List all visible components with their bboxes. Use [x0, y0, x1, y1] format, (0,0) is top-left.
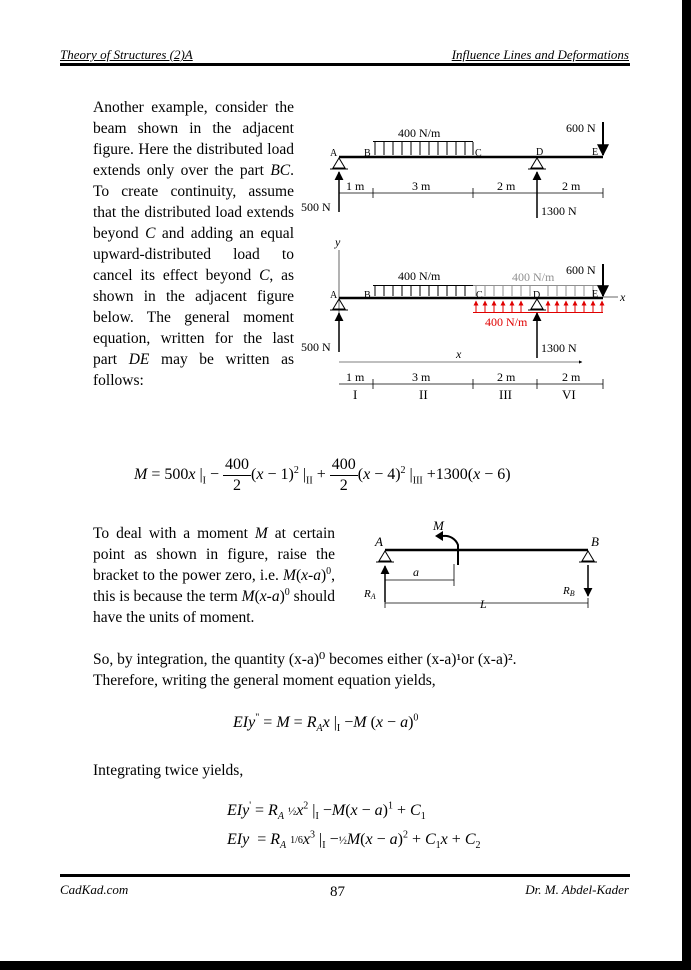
reaction-a-label: 500 N — [301, 340, 331, 354]
region-label: VI — [562, 387, 576, 402]
node-label: B — [364, 290, 371, 301]
region-label: II — [419, 387, 428, 402]
paragraph-integrating: Integrating twice yields, — [93, 762, 244, 779]
span-label: 2 m — [497, 370, 516, 384]
node-label: D — [533, 290, 541, 301]
moment-equation-de: M = 500x $|_I$ − $\frac{400}{2}$ $(x - 1)^2$ $|_{II}$ + $\frac{400}{2}$ $(x - 4)^2$ $|_{III} +1300(x - 6)$ — [134, 456, 511, 494]
beam-figure-1 — [300, 118, 620, 220]
x-axis-label: x — [620, 290, 626, 304]
reaction-d-label: 1300 N — [541, 204, 577, 218]
equation-deflection: EIy = $R_A$ $1/6x^3$ $|_I$ −½M(x − $a)^2 + C_1x + C_2$ — [227, 829, 481, 852]
paragraph-moment: To deal with a moment M at certain point as shown in figure, raise the bracket to the power zero, i.e. $M(x-a)^0$, this is because the term $M(x-a)^0$ should have the units of moment. — [93, 525, 335, 626]
node-label: D — [536, 147, 544, 158]
paragraph-general-moment: Therefore, writing the general moment equation yields, — [93, 672, 436, 689]
node-label: A — [330, 148, 338, 159]
upward-load-label: 400 N/m — [485, 315, 528, 329]
page-number: 87 — [330, 884, 345, 900]
header-rule — [60, 63, 630, 66]
node-label: E — [592, 147, 599, 158]
reaction-d-label: 1300 N — [541, 341, 577, 355]
footer-left: CadKad.com — [60, 882, 129, 897]
node-label: B — [364, 148, 371, 159]
point-load-label: 600 N — [566, 121, 596, 135]
paragraph-integration: So, by integration, the quantity (x-a)⁰ becomes either (x-a)¹or (x-a)². — [93, 651, 517, 668]
point-load-label: 600 N — [566, 263, 596, 277]
node-label: A — [330, 290, 338, 301]
span-label: 1 m — [346, 179, 365, 193]
y-axis-label: y — [335, 235, 341, 249]
udl-label: 400 N/m — [398, 126, 441, 140]
span-label: 3 m — [412, 179, 431, 193]
reaction-a-label: 500 N — [301, 200, 331, 214]
udl-label: 400 N/m — [398, 269, 441, 283]
span-label: 3 m — [412, 370, 431, 384]
region-label: III — [499, 387, 512, 402]
node-label: E — [592, 289, 599, 300]
dim-a-label: a — [413, 565, 419, 579]
span-label: 1 m — [346, 370, 365, 384]
paragraph-intro: Another example, consider the beam shown in the adjacent figure. Here the distributed load extends only over the part BC. To create continuity, assume that the distributed load extends beyond C and adding an equal upward-distributed load to cancel its effect beyond C, as shown in the adjacent figure below. The general moment equation, written for the last part DE may be written as follows: — [93, 99, 294, 389]
support-d — [531, 158, 543, 168]
udl-ext-label: 400 N/m — [512, 270, 555, 284]
beam-figure-2 — [298, 232, 630, 404]
footer-rule — [60, 874, 630, 877]
node-label: C — [476, 290, 483, 301]
span-label: 2 m — [562, 179, 581, 193]
node-a-label: A — [375, 534, 383, 549]
node-label: C — [475, 148, 482, 159]
node-b-label: B — [591, 534, 599, 549]
x-dimension-label: x — [456, 347, 462, 361]
span-label: 2 m — [497, 179, 516, 193]
beam-figure-3 — [355, 515, 605, 620]
footer-right: Dr. M. Abdel-Kader — [525, 882, 629, 897]
region-label: I — [353, 387, 358, 402]
page-frame-right — [682, 0, 691, 970]
header-left: Theory of Structures (2)A — [60, 47, 193, 62]
dim-l-label: L — [480, 597, 487, 611]
page-frame-bottom — [0, 961, 691, 970]
header-right: Influence Lines and Deformations — [451, 47, 629, 62]
span-label: 2 m — [562, 370, 581, 384]
reaction-b-label: RB — [563, 585, 575, 598]
distributed-load-arrows — [375, 142, 473, 155]
equation-slope: $EIy' = R_A$ $\frac{1}{2}x^2$ $|_I -M(x - a)^1 + C_1$ — [227, 800, 426, 823]
moment-label: M — [433, 518, 444, 533]
reaction-a-label: RA — [364, 588, 376, 601]
equation-second-derivative: $EIy^" = M = R_Ax$ $|_I -M$ $(x - a)^0$ — [233, 712, 419, 735]
